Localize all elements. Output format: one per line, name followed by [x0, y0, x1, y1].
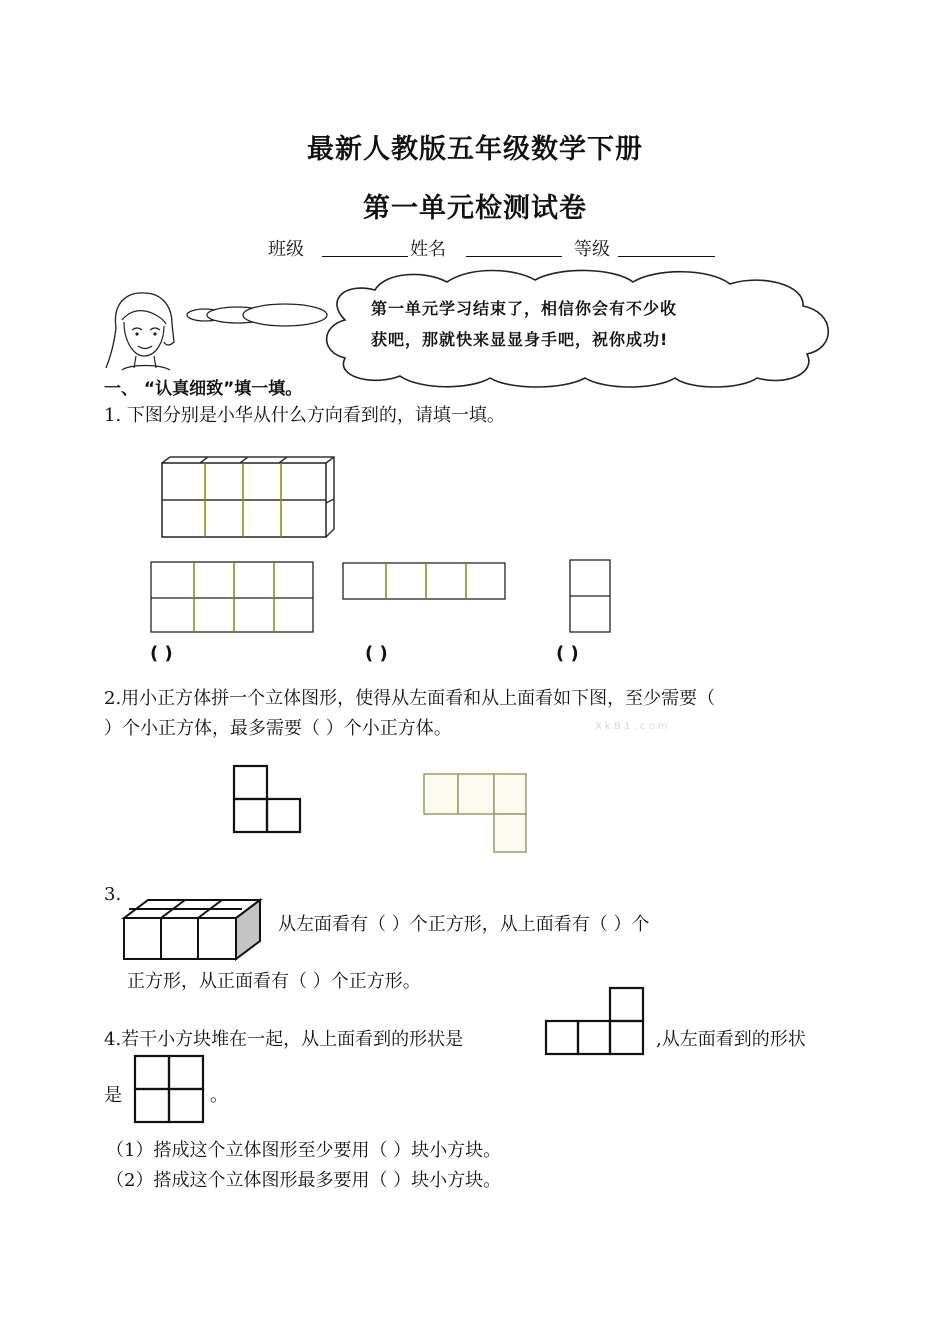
q1-text: 1. 下图分别是小华从什么方向看到的，请填一填。	[104, 405, 505, 426]
bubble-line-2: 获吧，那就快来显显身手吧，祝你成功!	[371, 330, 669, 349]
q4-sub-2: （2）搭成这个立体图形最多要用（ ）块小方块。	[106, 1170, 502, 1191]
q4-sub-1: （1）搭成这个立体图形至少要用（ ）块小方块。	[106, 1140, 502, 1161]
q1-answer-blank-2[interactable]: ( )	[365, 643, 388, 664]
page-subtitle: 第一单元检测试卷	[363, 193, 587, 224]
q4-text-c: 是	[104, 1085, 122, 1106]
q1-view-side	[569, 559, 613, 635]
q1-cuboid-figure	[160, 455, 338, 540]
q3-number: 3.	[104, 884, 122, 905]
watermark: X k B 1 . c o m	[595, 721, 668, 732]
q1-answer-blank-3[interactable]: ( )	[556, 643, 579, 664]
q3-line-1: 从左面看有（ ）个正方形，从上面看有（ ）个	[278, 914, 650, 935]
class-label: 班级	[268, 239, 304, 260]
q2-line-1: 2.用小正方体拼一个立体图形，使得从左面看和从上面看如下图，至少需要（	[104, 688, 716, 709]
q1-view-front	[150, 561, 315, 635]
q4-text-b: ,从左面看到的形状	[656, 1029, 806, 1050]
q3-cube-figure	[120, 893, 265, 961]
girl-illustration	[100, 290, 185, 372]
bubble-line-1: 第一单元学习结束了，相信你会有不少收	[371, 299, 678, 318]
q3-line-2: 正方形，从正面看有（ ）个正方形。	[127, 971, 421, 992]
q2-left-view-figure	[232, 764, 302, 834]
q4-text-a: 4.若干小方块堆在一起，从上面看到的形状是	[104, 1029, 464, 1050]
q4-text-d: 。	[210, 1085, 228, 1106]
q4-left-view-figure	[133, 1054, 205, 1124]
grade-label: 等级	[574, 239, 610, 260]
q2-top-view-figure	[422, 772, 528, 854]
q4-top-view-figure	[544, 986, 646, 1056]
q1-view-top	[342, 562, 508, 600]
page-title: 最新人教版五年级数学下册	[307, 134, 643, 165]
q1-answer-blank-1[interactable]: ( )	[150, 643, 173, 664]
grade-field[interactable]	[618, 256, 715, 257]
q2-line-2: ）个小正方体，最多需要（ ）个小正方体。	[104, 718, 452, 739]
section-heading: 一、 “认真细致”填一填。	[104, 379, 303, 399]
name-field[interactable]	[466, 256, 562, 257]
name-label: 姓名	[410, 239, 446, 260]
class-field[interactable]	[322, 256, 408, 257]
